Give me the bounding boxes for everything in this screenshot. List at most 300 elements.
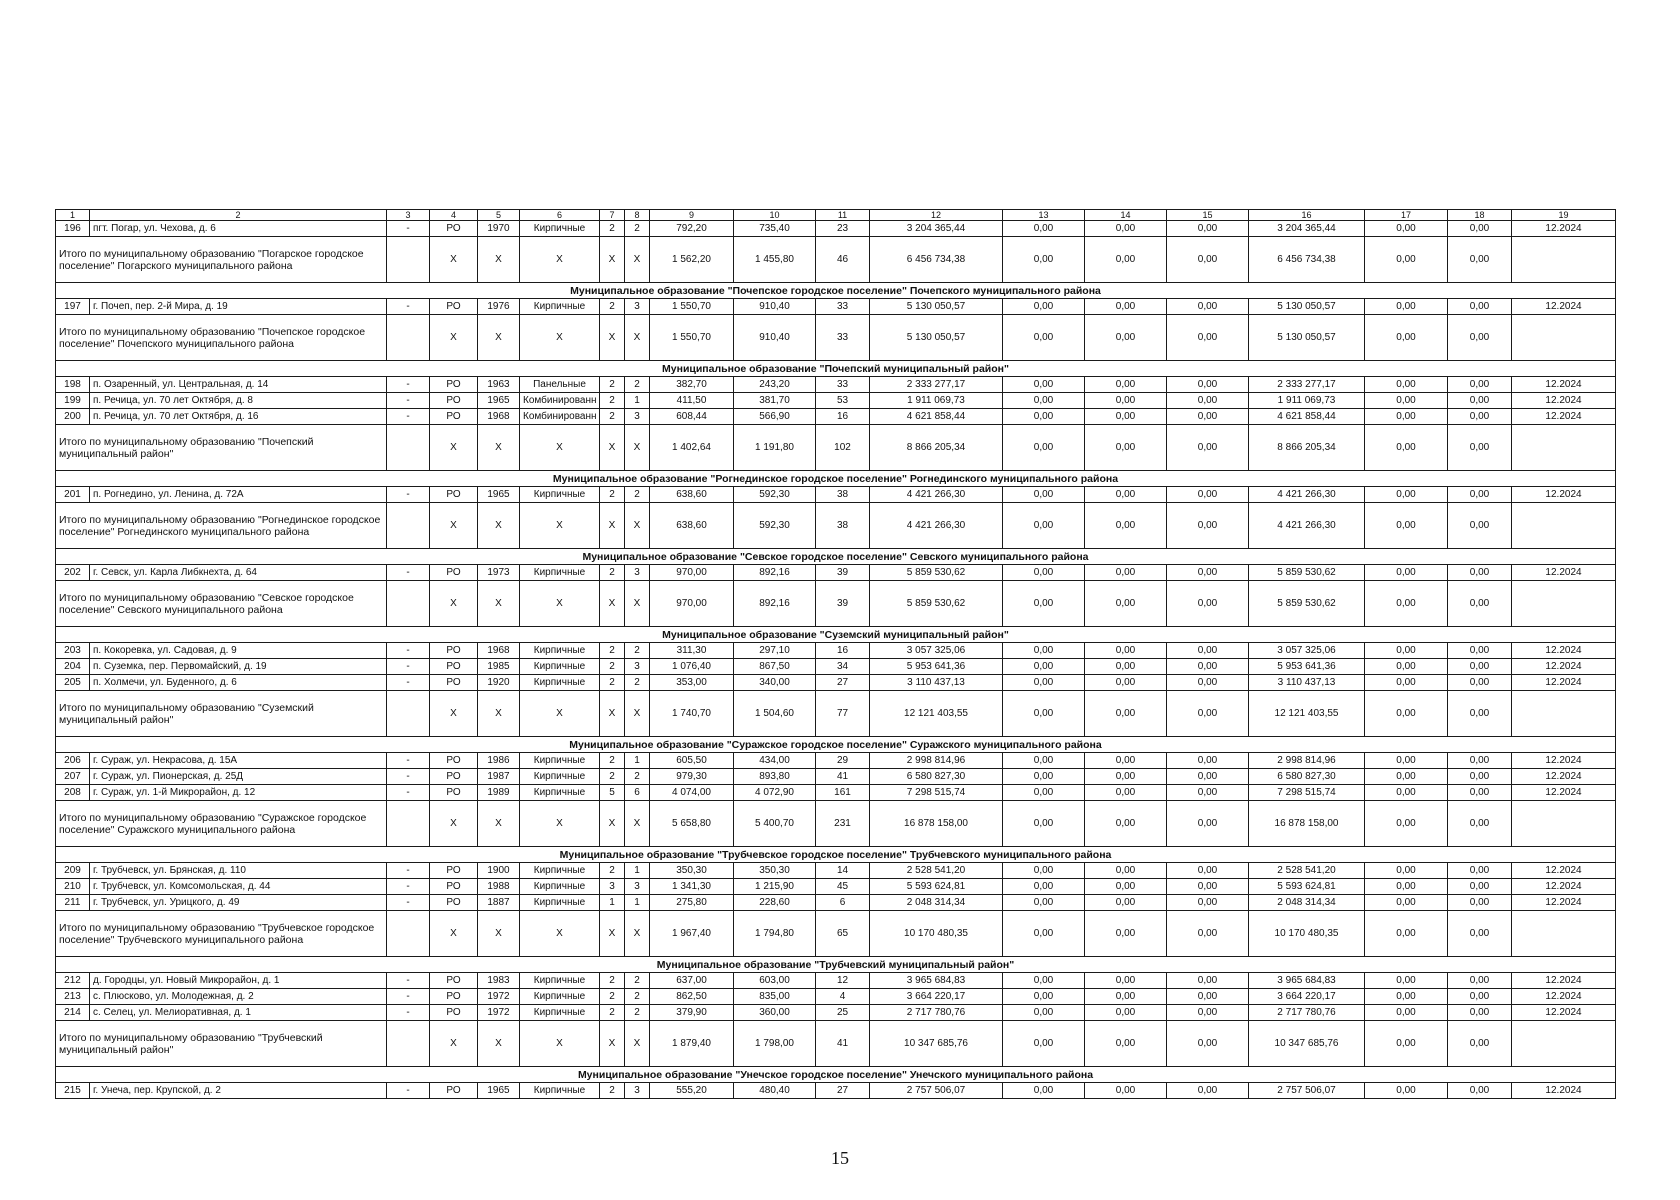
table-cell: 5 130 050,57: [870, 299, 1003, 315]
table-cell: 2: [600, 863, 625, 879]
table-cell: -: [387, 659, 430, 675]
table-cell: 0,00: [1448, 565, 1512, 581]
table-cell: 4 421 266,30: [1249, 487, 1365, 503]
table-cell: 0,00: [1365, 753, 1448, 769]
table-cell: Кирпичные: [520, 565, 600, 581]
table-cell: -: [387, 487, 430, 503]
subtotal-cell: 5 658,80: [650, 801, 734, 847]
subtotal-cell: 10 347 685,76: [870, 1021, 1003, 1067]
subtotal-cell: 1 562,20: [650, 237, 734, 283]
table-cell: 0,00: [1167, 895, 1249, 911]
table-cell: -: [387, 1083, 430, 1099]
table-cell: 1970: [478, 221, 520, 237]
table-cell: 2: [625, 643, 650, 659]
table-cell: 0,00: [1167, 659, 1249, 675]
table-cell: РО: [430, 409, 478, 425]
column-number: 16: [1249, 210, 1365, 221]
address-cell: г. Трубчевск, ул. Брянская, д. 110: [90, 863, 387, 879]
subtotal-cell: 0,00: [1003, 315, 1085, 361]
column-number: 17: [1365, 210, 1448, 221]
table-cell: 4: [816, 989, 870, 1005]
table-cell: 53: [816, 393, 870, 409]
table-cell: 0,00: [1167, 221, 1249, 237]
subtotal-cell: 5 130 050,57: [870, 315, 1003, 361]
table-cell: Комбинированн: [520, 409, 600, 425]
table-row: [56, 643, 1616, 659]
subtotal-cell: 33: [816, 315, 870, 361]
column-number: 11: [816, 210, 870, 221]
table-cell: 0,00: [1085, 989, 1167, 1005]
table-cell: 1976: [478, 299, 520, 315]
table-cell: 0,00: [1448, 659, 1512, 675]
table-cell: 0,00: [1365, 409, 1448, 425]
table-cell: 0,00: [1003, 973, 1085, 989]
table-cell: 0,00: [1085, 487, 1167, 503]
table-cell: 12.2024: [1512, 221, 1616, 237]
table-cell: 0,00: [1085, 643, 1167, 659]
table-cell: 2: [625, 1005, 650, 1021]
table-cell: 198: [56, 377, 90, 393]
subtotal-cell: 0,00: [1003, 1021, 1085, 1067]
table-cell: 1965: [478, 487, 520, 503]
table-cell: 0,00: [1167, 769, 1249, 785]
subtotal-cell: X: [600, 503, 625, 549]
table-cell: 3 664 220,17: [1249, 989, 1365, 1005]
subtotal-cell: X: [625, 691, 650, 737]
table-cell: 0,00: [1167, 1005, 1249, 1021]
subtotal-cell: [387, 801, 430, 847]
table-cell: 0,00: [1365, 879, 1448, 895]
table-cell: 910,40: [734, 299, 816, 315]
subtotal-cell: 5 859 530,62: [870, 581, 1003, 627]
table-cell: 2 757 506,07: [1249, 1083, 1365, 1099]
subtotal-row: [56, 801, 1616, 847]
table-cell: 0,00: [1085, 393, 1167, 409]
subtotal-cell: 0,00: [1003, 237, 1085, 283]
section-header-row: [56, 847, 1616, 863]
table-cell: 0,00: [1003, 769, 1085, 785]
table-cell: 23: [816, 221, 870, 237]
table-cell: 2 998 814,96: [870, 753, 1003, 769]
table-cell: 12.2024: [1512, 1083, 1616, 1099]
table-cell: 0,00: [1448, 377, 1512, 393]
table-cell: 0,00: [1167, 973, 1249, 989]
table-cell: 970,00: [650, 565, 734, 581]
table-cell: 0,00: [1448, 879, 1512, 895]
table-cell: 1972: [478, 1005, 520, 1021]
table-cell: 566,90: [734, 409, 816, 425]
table-cell: 0,00: [1365, 643, 1448, 659]
subtotal-cell: X: [625, 1021, 650, 1067]
table-cell: 208: [56, 785, 90, 801]
subtotal-cell: 10 347 685,76: [1249, 1021, 1365, 1067]
table-cell: 12.2024: [1512, 895, 1616, 911]
table-cell: 2: [625, 973, 650, 989]
subtotal-cell: 0,00: [1085, 503, 1167, 549]
table-cell: РО: [430, 221, 478, 237]
table-cell: 243,20: [734, 377, 816, 393]
table-cell: 0,00: [1085, 675, 1167, 691]
table-cell: 0,00: [1365, 565, 1448, 581]
table-row: [56, 675, 1616, 691]
table-cell: 0,00: [1448, 1083, 1512, 1099]
table-cell: 0,00: [1085, 769, 1167, 785]
subtotal-cell: 5 400,70: [734, 801, 816, 847]
table-cell: РО: [430, 299, 478, 315]
section-header-row: [56, 1067, 1616, 1083]
table-cell: 381,70: [734, 393, 816, 409]
table-cell: 206: [56, 753, 90, 769]
table-cell: 480,40: [734, 1083, 816, 1099]
table-cell: -: [387, 895, 430, 911]
table-cell: РО: [430, 973, 478, 989]
column-number: 7: [600, 210, 625, 221]
table-cell: 12.2024: [1512, 973, 1616, 989]
subtotal-cell: 0,00: [1365, 315, 1448, 361]
subtotal-cell: X: [625, 503, 650, 549]
table-cell: 0,00: [1003, 1005, 1085, 1021]
table-cell: Комбинированн: [520, 393, 600, 409]
subtotal-row: [56, 1021, 1616, 1067]
column-number: 19: [1512, 210, 1616, 221]
subtotal-cell: 77: [816, 691, 870, 737]
table-cell: 6 580 827,30: [1249, 769, 1365, 785]
subtotal-cell: [1512, 1021, 1616, 1067]
subtotal-cell: 0,00: [1003, 581, 1085, 627]
section-header-row: [56, 361, 1616, 377]
table-cell: 862,50: [650, 989, 734, 1005]
table-cell: 12.2024: [1512, 675, 1616, 691]
section-title: Муниципальное образование "Рогнединское городское поселение" Рогнединского муниципального района: [56, 471, 1616, 487]
page-number: 15: [831, 1148, 849, 1168]
table-cell: 0,00: [1448, 863, 1512, 879]
table-cell: 0,00: [1448, 769, 1512, 785]
table-cell: 3 664 220,17: [870, 989, 1003, 1005]
table-cell: 1: [625, 863, 650, 879]
subtotal-cell: 0,00: [1448, 503, 1512, 549]
subtotal-cell: X: [478, 911, 520, 957]
table-body: [56, 210, 1616, 1099]
table-cell: 979,30: [650, 769, 734, 785]
column-number: 1: [56, 210, 90, 221]
table-cell: 2: [600, 393, 625, 409]
subtotal-cell: 0,00: [1365, 691, 1448, 737]
table-cell: 211: [56, 895, 90, 911]
subtotal-cell: 638,60: [650, 503, 734, 549]
subtotal-cell: [1512, 425, 1616, 471]
table-cell: 215: [56, 1083, 90, 1099]
table-cell: 12.2024: [1512, 879, 1616, 895]
table-cell: 0,00: [1003, 377, 1085, 393]
table-cell: 0,00: [1448, 221, 1512, 237]
subtotal-cell: 0,00: [1365, 503, 1448, 549]
table-cell: 39: [816, 565, 870, 581]
table-cell: 34: [816, 659, 870, 675]
subtotal-cell: 0,00: [1448, 315, 1512, 361]
table-cell: 2: [600, 409, 625, 425]
table-row: [56, 753, 1616, 769]
subtotal-cell: 0,00: [1365, 581, 1448, 627]
table-cell: -: [387, 675, 430, 691]
table-cell: 6: [816, 895, 870, 911]
table-cell: 340,00: [734, 675, 816, 691]
table-cell: 7 298 515,74: [1249, 785, 1365, 801]
table-cell: 638,60: [650, 487, 734, 503]
table-cell: 2: [600, 753, 625, 769]
table-cell: 1 076,40: [650, 659, 734, 675]
table-cell: Кирпичные: [520, 659, 600, 675]
subtotal-label: Итого по муниципальному образованию "Суземский муниципальный район": [56, 691, 387, 737]
table-cell: 12.2024: [1512, 377, 1616, 393]
table-cell: 2: [600, 377, 625, 393]
table-cell: 0,00: [1448, 487, 1512, 503]
table-cell: 207: [56, 769, 90, 785]
subtotal-cell: 1 504,60: [734, 691, 816, 737]
table-cell: 0,00: [1003, 785, 1085, 801]
table-cell: 4 421 266,30: [870, 487, 1003, 503]
table-cell: 0,00: [1448, 643, 1512, 659]
table-cell: 2: [600, 675, 625, 691]
table-cell: 0,00: [1167, 879, 1249, 895]
subtotal-cell: 0,00: [1448, 581, 1512, 627]
column-number: 15: [1167, 210, 1249, 221]
table-cell: 38: [816, 487, 870, 503]
table-cell: 2: [600, 659, 625, 675]
table-cell: 212: [56, 973, 90, 989]
table-cell: 197: [56, 299, 90, 315]
table-cell: 0,00: [1448, 753, 1512, 769]
table-cell: 4 074,00: [650, 785, 734, 801]
table-cell: 1: [625, 895, 650, 911]
table-cell: 0,00: [1448, 895, 1512, 911]
table-cell: 3 057 325,06: [870, 643, 1003, 659]
section-title: Муниципальное образование "Трубчевское городское поселение" Трубчевского муниципального района: [56, 847, 1616, 863]
table-cell: 0,00: [1365, 659, 1448, 675]
column-number: 9: [650, 210, 734, 221]
table-cell: 603,00: [734, 973, 816, 989]
table-cell: 5 859 530,62: [870, 565, 1003, 581]
table-cell: Кирпичные: [520, 989, 600, 1005]
column-number: 10: [734, 210, 816, 221]
subtotal-cell: X: [520, 315, 600, 361]
subtotal-cell: 0,00: [1167, 801, 1249, 847]
table-cell: 4 621 858,44: [870, 409, 1003, 425]
table-cell: Кирпичные: [520, 879, 600, 895]
address-cell: г. Севск, ул. Карла Либкнехта, д. 64: [90, 565, 387, 581]
section-title: Муниципальное образование "Почепский муниципальный район": [56, 361, 1616, 377]
table-cell: 7 298 515,74: [870, 785, 1003, 801]
table-cell: 0,00: [1448, 1005, 1512, 1021]
subtotal-cell: 4 421 266,30: [870, 503, 1003, 549]
table-cell: 1 911 069,73: [870, 393, 1003, 409]
table-cell: 228,60: [734, 895, 816, 911]
table-cell: Кирпичные: [520, 487, 600, 503]
subtotal-cell: 1 794,80: [734, 911, 816, 957]
table-cell: 16: [816, 409, 870, 425]
subtotal-cell: 12 121 403,55: [870, 691, 1003, 737]
table-cell: -: [387, 377, 430, 393]
subtotal-cell: 5 130 050,57: [1249, 315, 1365, 361]
subtotal-cell: 46: [816, 237, 870, 283]
table-row: [56, 377, 1616, 393]
subtotal-cell: 10 170 480,35: [1249, 911, 1365, 957]
section-header-row: [56, 957, 1616, 973]
table-row: [56, 393, 1616, 409]
table-cell: 2: [625, 989, 650, 1005]
table-cell: РО: [430, 1083, 478, 1099]
table-cell: 434,00: [734, 753, 816, 769]
subtotal-cell: 8 866 205,34: [1249, 425, 1365, 471]
subtotal-cell: 8 866 205,34: [870, 425, 1003, 471]
table-cell: 29: [816, 753, 870, 769]
subtotal-label: Итого по муниципальному образованию "Трубчевский муниципальный район": [56, 1021, 387, 1067]
table-cell: 0,00: [1003, 675, 1085, 691]
table-row: [56, 487, 1616, 503]
table-row: [56, 1083, 1616, 1099]
subtotal-cell: 0,00: [1448, 237, 1512, 283]
subtotal-cell: 0,00: [1448, 425, 1512, 471]
table-cell: 201: [56, 487, 90, 503]
table-cell: 12.2024: [1512, 1005, 1616, 1021]
subtotal-row: [56, 581, 1616, 627]
table-cell: 0,00: [1003, 895, 1085, 911]
table-cell: 0,00: [1085, 377, 1167, 393]
table-cell: 2: [600, 487, 625, 503]
section-header-row: [56, 627, 1616, 643]
table-row: [56, 989, 1616, 1005]
table-cell: 12.2024: [1512, 769, 1616, 785]
table-cell: 297,10: [734, 643, 816, 659]
table-cell: РО: [430, 393, 478, 409]
table-cell: РО: [430, 643, 478, 659]
subtotal-cell: 0,00: [1003, 691, 1085, 737]
table-cell: 3 110 437,13: [1249, 675, 1365, 691]
table-cell: 1968: [478, 643, 520, 659]
subtotal-row: [56, 315, 1616, 361]
table-cell: 2: [600, 221, 625, 237]
subtotal-cell: 0,00: [1365, 801, 1448, 847]
table-cell: 3 204 365,44: [1249, 221, 1365, 237]
subtotal-cell: X: [430, 503, 478, 549]
table-cell: 0,00: [1365, 675, 1448, 691]
subtotal-cell: X: [430, 425, 478, 471]
subtotal-cell: [1512, 691, 1616, 737]
subtotal-cell: X: [478, 1021, 520, 1067]
housing-table: [55, 209, 1616, 1099]
table-cell: 0,00: [1365, 393, 1448, 409]
table-cell: 12.2024: [1512, 785, 1616, 801]
subtotal-cell: [387, 911, 430, 957]
subtotal-cell: 102: [816, 425, 870, 471]
address-cell: с. Плюсково, ул. Молодежная, д. 2: [90, 989, 387, 1005]
subtotal-cell: 0,00: [1167, 315, 1249, 361]
subtotal-cell: 231: [816, 801, 870, 847]
table-cell: 0,00: [1085, 565, 1167, 581]
subtotal-cell: X: [520, 237, 600, 283]
table-cell: 2: [600, 565, 625, 581]
subtotal-cell: 0,00: [1167, 911, 1249, 957]
table-cell: 16: [816, 643, 870, 659]
subtotal-cell: 0,00: [1167, 1021, 1249, 1067]
table-cell: 0,00: [1448, 785, 1512, 801]
address-cell: г. Трубчевск, ул. Комсомольская, д. 44: [90, 879, 387, 895]
subtotal-cell: 0,00: [1167, 503, 1249, 549]
subtotal-cell: 0,00: [1365, 1021, 1448, 1067]
subtotal-cell: 0,00: [1167, 691, 1249, 737]
subtotal-cell: X: [520, 1021, 600, 1067]
subtotal-label: Итого по муниципальному образованию "Погарское городское поселение" Погарского муниципального района: [56, 237, 387, 283]
address-cell: д. Городцы, ул. Новый Микрорайон, д. 1: [90, 973, 387, 989]
table-cell: 2: [625, 221, 650, 237]
table-cell: 2: [625, 377, 650, 393]
table-cell: 0,00: [1003, 989, 1085, 1005]
subtotal-cell: 6 456 734,38: [1249, 237, 1365, 283]
table-cell: 0,00: [1365, 487, 1448, 503]
subtotal-cell: 10 170 480,35: [870, 911, 1003, 957]
subtotal-cell: X: [520, 911, 600, 957]
subtotal-cell: 592,30: [734, 503, 816, 549]
subtotal-cell: X: [430, 691, 478, 737]
table-cell: 2 048 314,34: [870, 895, 1003, 911]
table-cell: 1900: [478, 863, 520, 879]
table-cell: 0,00: [1365, 1005, 1448, 1021]
table-cell: РО: [430, 675, 478, 691]
table-cell: 33: [816, 377, 870, 393]
table-cell: 867,50: [734, 659, 816, 675]
table-cell: 0,00: [1003, 1083, 1085, 1099]
section-title: Муниципальное образование "Суражское городское поселение" Суражского муниципального района: [56, 737, 1616, 753]
table-cell: -: [387, 863, 430, 879]
subtotal-cell: 4 421 266,30: [1249, 503, 1365, 549]
subtotal-cell: [1512, 503, 1616, 549]
table-cell: 45: [816, 879, 870, 895]
table-cell: 0,00: [1085, 753, 1167, 769]
table-cell: 1985: [478, 659, 520, 675]
table-cell: 27: [816, 675, 870, 691]
table-cell: 0,00: [1003, 659, 1085, 675]
table-cell: 0,00: [1365, 973, 1448, 989]
housing-table-sheet: [55, 209, 1615, 1099]
table-cell: -: [387, 565, 430, 581]
table-row: [56, 863, 1616, 879]
table-cell: 0,00: [1085, 1005, 1167, 1021]
table-cell: 5 593 624,81: [1249, 879, 1365, 895]
subtotal-cell: 0,00: [1085, 691, 1167, 737]
table-cell: 3: [625, 565, 650, 581]
subtotal-cell: 41: [816, 1021, 870, 1067]
subtotal-cell: X: [625, 801, 650, 847]
table-row: [56, 895, 1616, 911]
subtotal-cell: X: [625, 581, 650, 627]
table-cell: 0,00: [1085, 659, 1167, 675]
subtotal-cell: X: [430, 581, 478, 627]
table-cell: 12.2024: [1512, 393, 1616, 409]
subtotal-cell: X: [625, 911, 650, 957]
table-cell: 1: [625, 393, 650, 409]
table-cell: 0,00: [1167, 377, 1249, 393]
subtotal-cell: X: [430, 801, 478, 847]
table-cell: -: [387, 299, 430, 315]
subtotal-cell: [387, 237, 430, 283]
table-cell: Кирпичные: [520, 863, 600, 879]
table-cell: 2 528 541,20: [870, 863, 1003, 879]
table-cell: 205: [56, 675, 90, 691]
table-cell: 1986: [478, 753, 520, 769]
table-cell: 2: [600, 769, 625, 785]
table-row: [56, 659, 1616, 675]
table-cell: -: [387, 221, 430, 237]
section-title: Муниципальное образование "Севское городское поселение" Севского муниципального района: [56, 549, 1616, 565]
